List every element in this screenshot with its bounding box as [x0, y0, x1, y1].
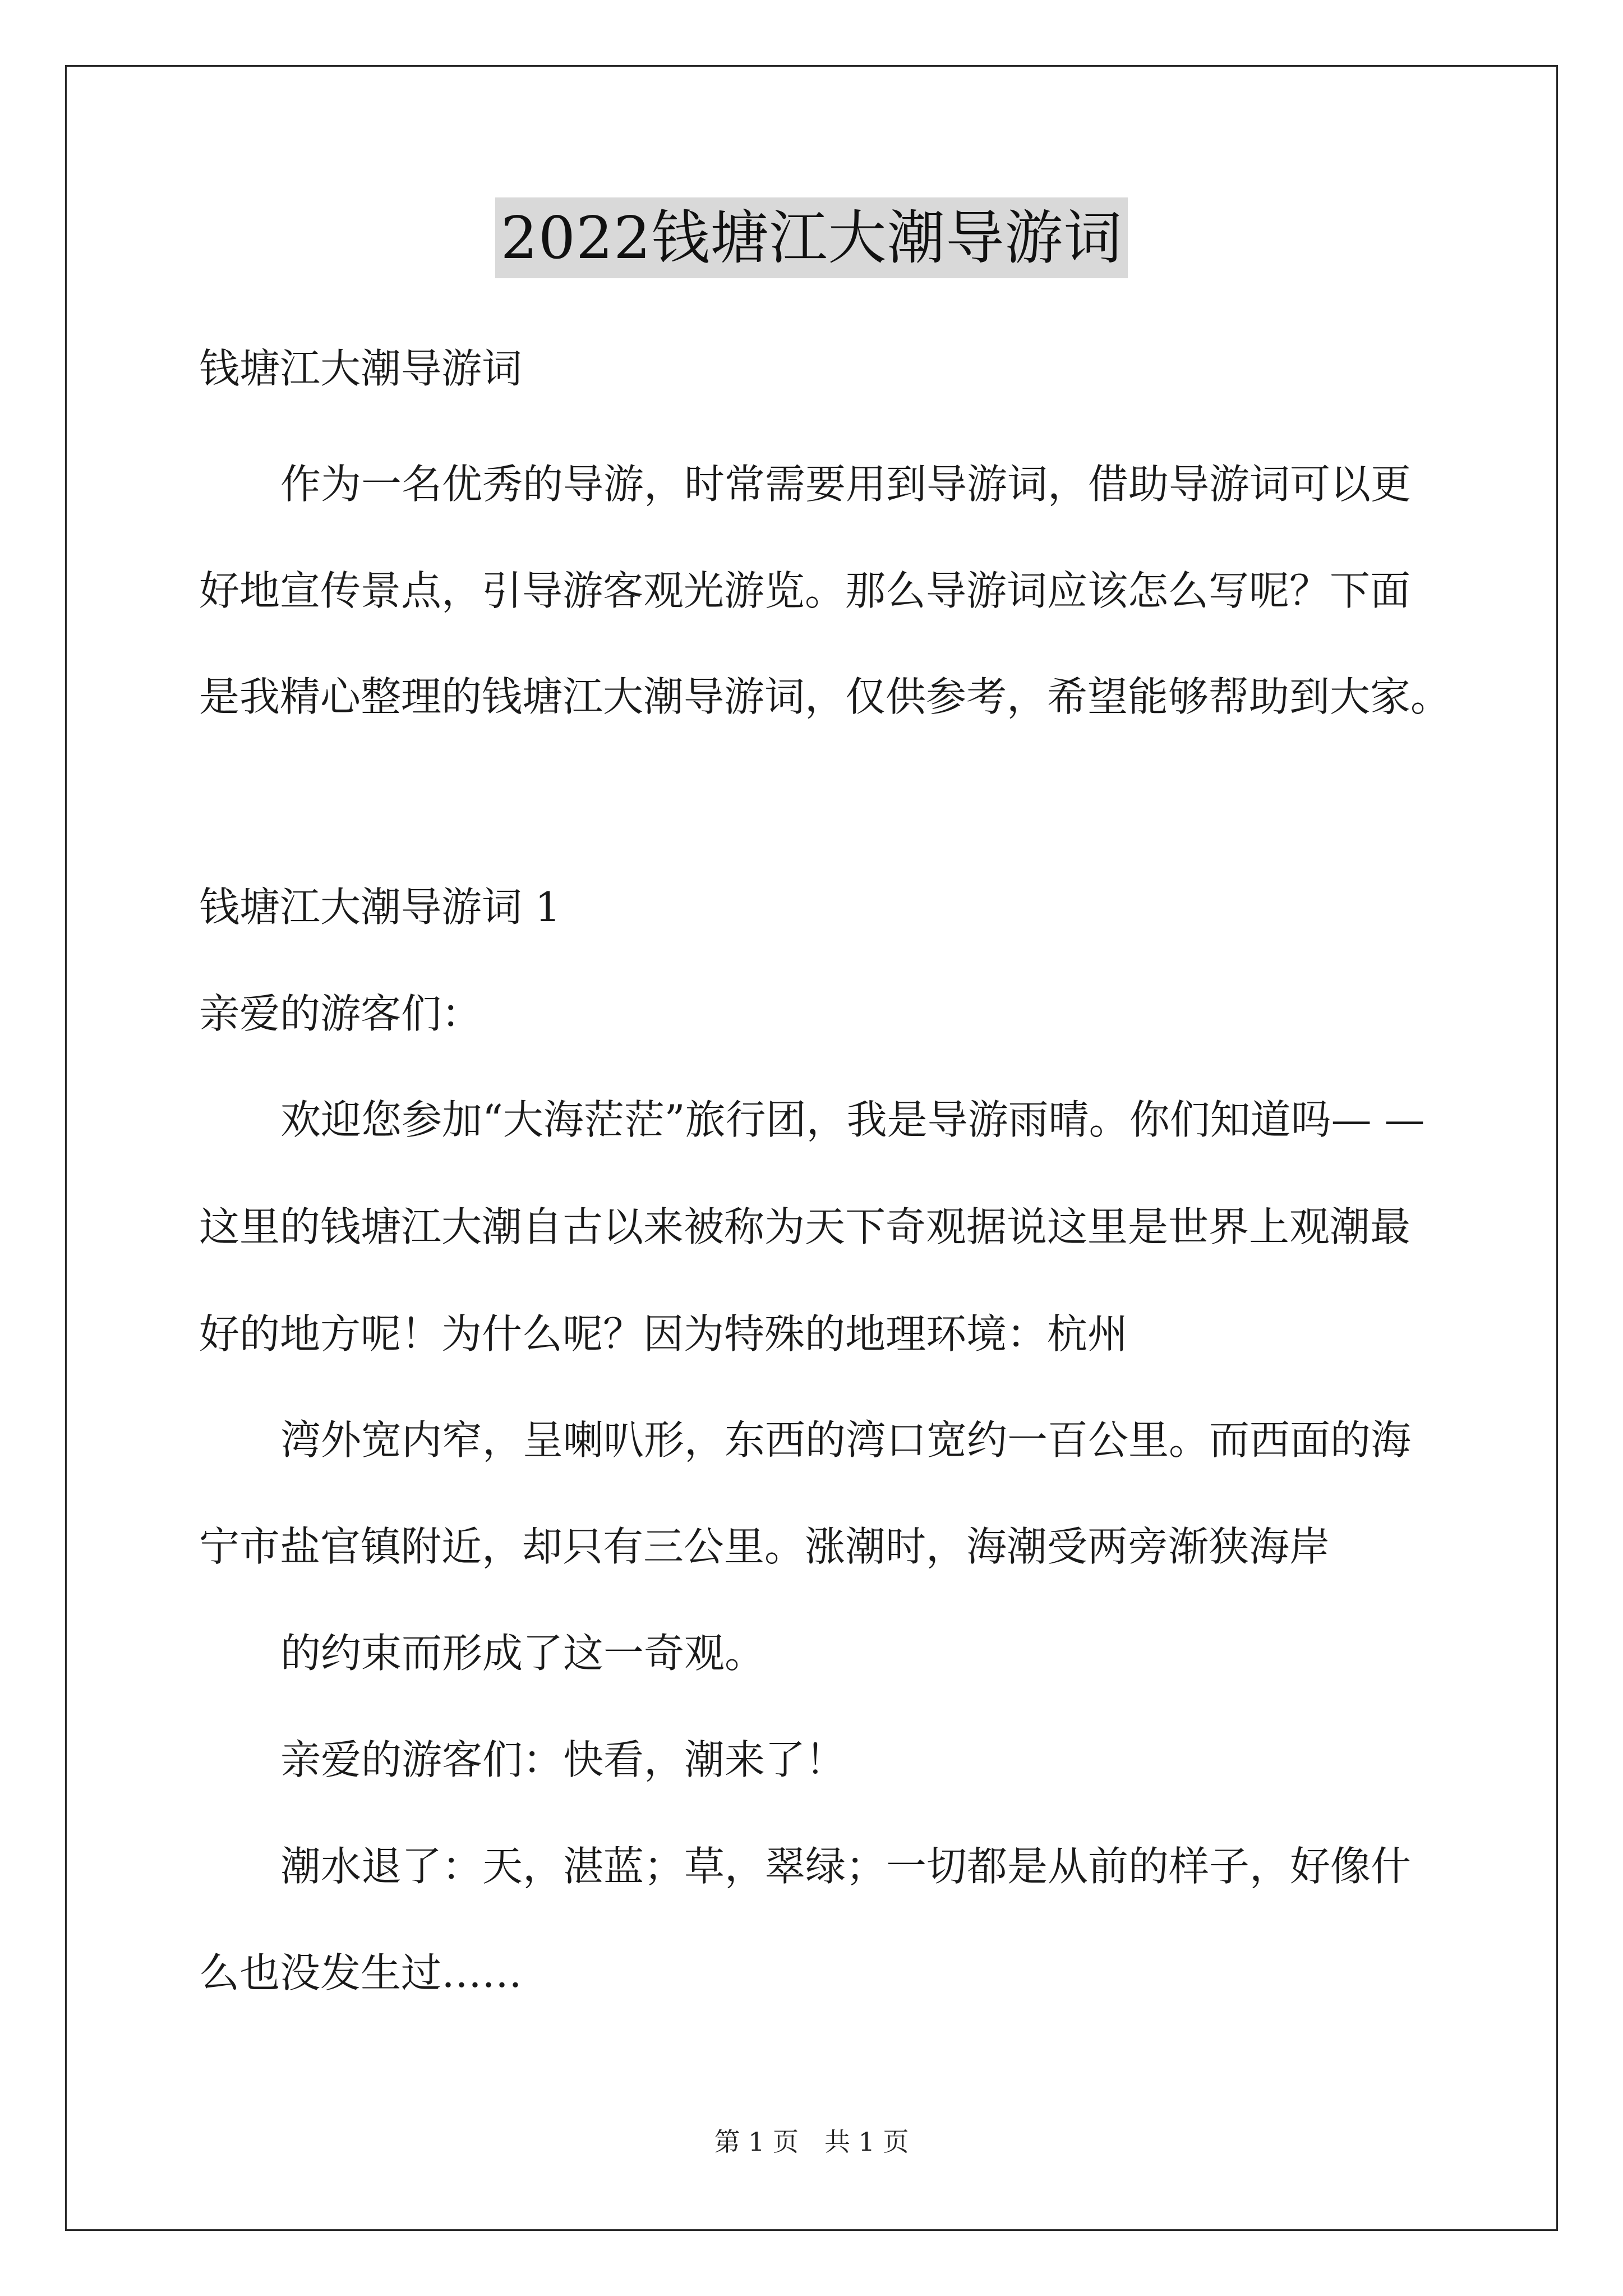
- page-number-footer: 第 1 页 共 1 页: [714, 2127, 909, 2157]
- line-12-paragraph: 的约束而形成了这一奇观。: [280, 1630, 766, 1677]
- line-13-paragraph: 亲爱的游客们：快看，潮来了！: [280, 1736, 846, 1783]
- line-10-paragraph: 湾外宽内窄，呈喇叭形，东西的湾口宽约一百公里。而西面的海: [280, 1416, 1412, 1464]
- line-5-section-heading: 钱塘江大潮导游词 1: [199, 884, 561, 931]
- document-title: 2022钱塘江大潮导游词: [495, 197, 1128, 278]
- line-11-paragraph: 宁市盐官镇附近，却只有三公里。涨潮时，海潮受两旁渐狭海岸: [199, 1523, 1330, 1570]
- line-14-paragraph: 潮水退了：天，湛蓝；草，翠绿；一切都是从前的样子，好像什: [280, 1843, 1412, 1890]
- line-4-paragraph: 是我精心整理的钱塘江大潮导游词，仅供参考，希望能够帮助到大家。: [199, 673, 1451, 720]
- line-1-subtitle: 钱塘江大潮导游词: [199, 345, 523, 392]
- line-8-paragraph: 这里的钱塘江大潮自古以来被称为天下奇观据说这里是世界上观潮最: [199, 1203, 1411, 1250]
- line-6-greeting: 亲爱的游客们：: [199, 990, 482, 1037]
- line-3-paragraph: 好地宣传景点，引导游客观光游览。那么导游词应该怎么写呢？下面: [199, 567, 1411, 614]
- line-15-paragraph: 么也没发生过……: [199, 1949, 523, 1996]
- line-7-paragraph: 欢迎您参加“大海茫茫”旅行团，我是导游雨晴。你们知道吗— —: [280, 1096, 1425, 1143]
- line-2-paragraph: 作为一名优秀的导游，时常需要用到导游词，借助导游词可以更: [280, 461, 1412, 508]
- line-9-paragraph: 好的地方呢！为什么呢？因为特殊的地理环境：杭州: [199, 1310, 1128, 1358]
- title-container: [0, 197, 1623, 278]
